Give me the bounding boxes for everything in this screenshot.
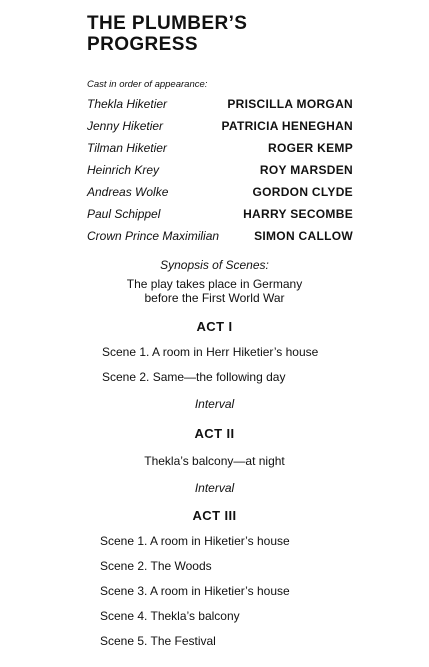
act-3-scene-5: Scene 5. The Festival (100, 634, 216, 648)
cast-actor: SIMON CALLOW (254, 229, 353, 243)
cast-row (87, 184, 353, 206)
page-title (87, 13, 247, 55)
cast-actor: ROGER KEMP (267, 141, 353, 155)
cast-row (87, 228, 353, 250)
cast-row (87, 206, 353, 228)
cast-row (87, 162, 353, 184)
cast-heading: Cast in order of appearance: (87, 79, 208, 90)
act-3-scene-1: Scene 1. A room in Hiketier’s house (100, 534, 290, 548)
synopsis-line-1: The play takes place in Germany (126, 277, 303, 291)
cast-actor: HARRY SECOMBE (243, 207, 353, 221)
cast-role: Andreas Wolke (87, 185, 169, 199)
act-2-scene: Thekla’s balcony—at night (144, 454, 285, 468)
interval-1: Interval (194, 397, 235, 411)
cast-role: Crown Prince Maximilian (87, 229, 220, 243)
act-3-heading: ACT III (192, 508, 237, 523)
cast-actor: PRISCILLA MORGAN (227, 97, 353, 111)
cast-role: Thekla Hiketier (87, 97, 168, 111)
act-3-scene-4: Scene 4. Thekla’s balcony (100, 609, 240, 623)
cast-actor: PATRICIA HENEGHAN (221, 119, 353, 133)
cast-role: Jenny Hiketier (87, 119, 164, 133)
synopsis-heading: Synopsis of Scenes: (160, 258, 269, 272)
act-1-scene-2: Scene 2. Same—the following day (102, 370, 286, 384)
act-3-scene-2: Scene 2. The Woods (100, 559, 212, 573)
act-1-heading: ACT I (196, 319, 233, 334)
cast-list (87, 96, 353, 250)
cast-row (87, 118, 353, 140)
synopsis-line-2: before the First World War (144, 291, 285, 305)
title-line-2: PROGRESS (87, 34, 198, 55)
cast-row (87, 96, 353, 118)
cast-row (87, 140, 353, 162)
cast-role: Heinrich Krey (87, 163, 160, 177)
cast-actor: ROY MARSDEN (259, 163, 353, 177)
cast-role: Paul Schippel (87, 207, 161, 221)
act-1-scene-1: Scene 1. A room in Herr Hiketier’s house (102, 345, 319, 359)
act-3-scene-3: Scene 3. A room in Hiketier’s house (100, 584, 290, 598)
title-line-1: THE PLUMBER’S (87, 13, 248, 34)
act-2-heading: ACT II (194, 426, 235, 441)
cast-actor: GORDON CLYDE (252, 185, 353, 199)
interval-2: Interval (194, 481, 235, 495)
cast-role: Tilman Hiketier (87, 141, 167, 155)
